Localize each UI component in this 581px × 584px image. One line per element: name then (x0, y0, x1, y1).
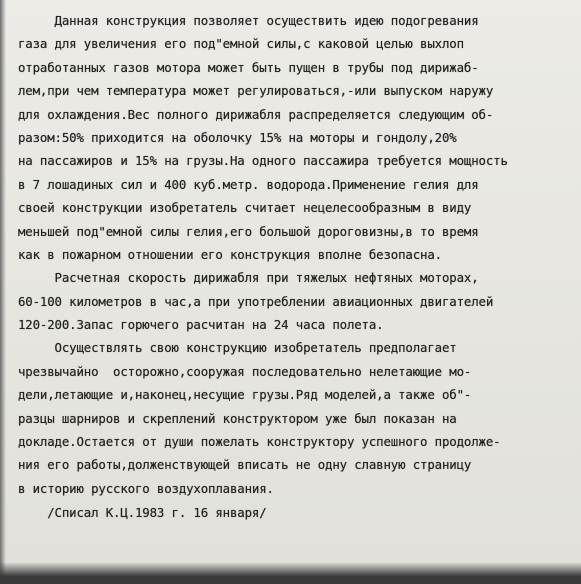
text-line: меньшей под"емной силы гелия,его большой дороговизны,в то время (18, 223, 479, 239)
text-line: докладе.Остается от души пожелать конструктору успешного продолже- (18, 434, 501, 450)
text-line: разом:50% приходится на оболочку 15% на моторы и гондолу,20% (18, 129, 457, 145)
text-line: разцы шарниров и скреплений конструктором уже был показан на (18, 410, 457, 426)
text-line: газа для увеличения его под"емной силы,с каковой целью выхлоп (18, 36, 464, 52)
text-line: для охлаждения.Вес полного дирижабля распределяется следующим об- (18, 106, 494, 122)
text-line: дели,летающие и,наконец,несущие грузы.Ряд моделей,а также об"- (18, 387, 472, 403)
text-line: отработанных газов мотора может быть пущен в трубы под дирижаб- (18, 59, 479, 75)
text-line: лем,при чем температура может регулироваться,-или выпуском наружу (18, 83, 494, 99)
page-bottom-shadow (0, 562, 581, 584)
page-left-shadow (0, 0, 6, 584)
text-line: в историю русского воздухоплавания. (18, 480, 274, 496)
text-line: на пассажиров и 15% на грузы.На одного пассажира требуется мощность (18, 153, 508, 169)
text-line: как в пожарном отношении его конструкция вполне безопасна. (18, 246, 442, 262)
text-line: своей конструкции изобретатель считает нецелесообразным в виду (18, 200, 472, 216)
text-line: 120-200.Запас горючего расчитан на 24 часа полета. (18, 317, 384, 333)
text-line: в 7 лошадиных сил и 400 куб.метр. водорода.Применение гелия для (18, 176, 479, 192)
text-line: Данная конструкция позволяет осуществить идею подогревания (18, 13, 479, 28)
text-line: 60-100 километров в час,а при употреблении авиационных двигателей (18, 293, 494, 309)
signature-line: /Списал К.Ц.1983 г. 16 января/ (18, 505, 267, 521)
typewritten-text (18, 9, 574, 525)
text-line: Расчетная скорость дирижабля при тяжелых нефтяных моторах, (18, 270, 479, 286)
text-line: ния его работы,долженствующей вписать не одну славную страницу (18, 457, 472, 473)
text-line: чрезвычайно осторожно,сооружая последовательно нелетающие мо- (18, 363, 472, 379)
text-line: Осуществлять свою конструкцию изобретатель предполагает (18, 340, 457, 356)
